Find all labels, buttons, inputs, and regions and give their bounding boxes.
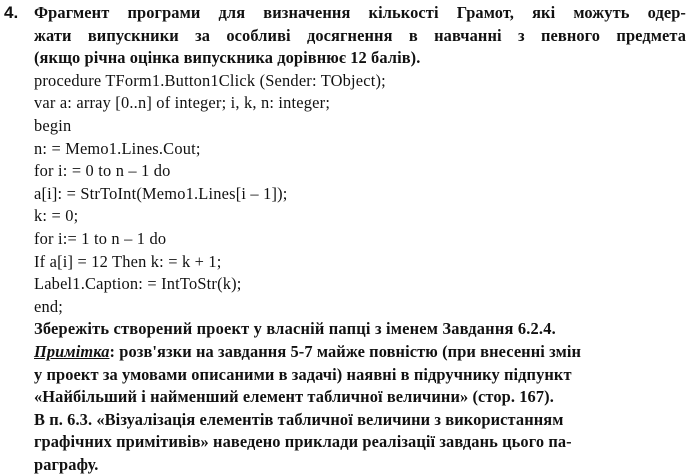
- intro-line-1: Фрагмент програми для визначення кількості Грамот, які можуть одер-: [34, 3, 686, 22]
- task-body: [34, 2, 686, 476]
- code-line-caption: Label1.Caption: = IntToStr(k);: [34, 274, 242, 294]
- note-line-3: «Найбільший і найменший елемент табличної величини» (стор. 167).: [34, 387, 554, 407]
- code-line-procedure: procedure TForm1.Button1Click (Sender: TObject);: [34, 70, 386, 90]
- code-line-k-init: k: = 0;: [34, 206, 79, 226]
- intro-line-2: жати випускники за особливі досягнення в навчанні з певного предмета: [34, 25, 686, 45]
- code-line-for-2: for i:= 1 to n – 1 do: [34, 228, 167, 248]
- note-line-1-text: : розв'язки на завдання 5-7 майже повністю (при внесенні змін: [109, 341, 582, 361]
- note-line-2: у проект за умовами описаними в задачі) наявні в підручнику підпункт: [34, 364, 572, 384]
- code-line-array-read: a[i]: = StrToInt(Memo1.Lines[i – 1]);: [34, 183, 288, 203]
- note-line-1: [34, 341, 686, 364]
- code-line-var: var a: array [0..n] of integer; i, k, n: integer;: [34, 93, 331, 113]
- note-line-6: раграфу.: [34, 454, 99, 474]
- note-label: Примітка: [34, 341, 110, 361]
- code-line-if: If a[i] = 12 Then k: = k + 1;: [34, 251, 222, 271]
- code-line-begin: begin: [34, 115, 72, 135]
- task-number: 4.: [4, 3, 19, 22]
- code-line-for-1: for i: = 0 to n – 1 do: [34, 161, 171, 181]
- code-line-end: end;: [34, 296, 64, 316]
- code-line-n-assign: n: = Memo1.Lines.Cout;: [34, 138, 201, 158]
- note-line-5: графічних примітивів» наведено приклади реалізації завдань цього па-: [34, 432, 572, 452]
- intro-line-3: (якщо річна оцінка випускника дорівнює 12 балів).: [34, 48, 421, 68]
- note-line-4: В п. 6.3. «Візуалізація елементів табличної величини з використанням: [34, 409, 564, 429]
- save-instruction: Збережіть створений проект у власній папці з іменем Завдання 6.2.4.: [34, 319, 556, 339]
